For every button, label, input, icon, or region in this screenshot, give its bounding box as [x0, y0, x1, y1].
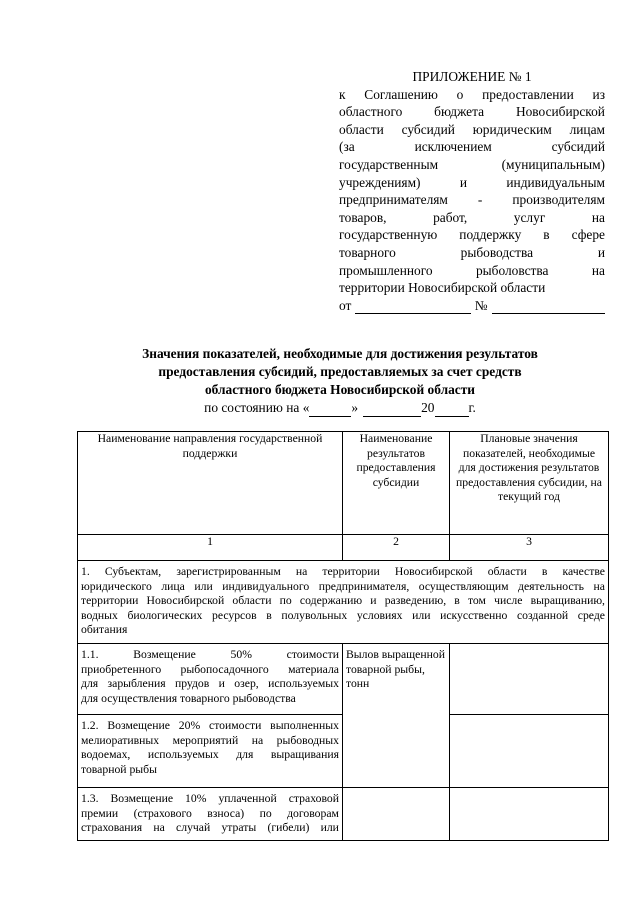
- word: разведению,: [384, 594, 447, 608]
- word: выращивания: [270, 748, 339, 762]
- word: (гибели): [267, 821, 310, 835]
- from-label: от: [339, 297, 352, 313]
- word: условиях: [356, 608, 403, 622]
- header-results: Наименование результатов предоставления субсидии: [343, 432, 450, 535]
- word: услуг: [513, 209, 546, 225]
- column-number-3: 3: [450, 535, 609, 561]
- item-1-1-text: [81, 644, 339, 692]
- word: искусственно: [440, 608, 508, 622]
- appendix-heading: ПРИЛОЖЕНИЕ № 1: [412, 69, 532, 84]
- word: 1.1.: [81, 648, 99, 661]
- word: Возмещение: [107, 719, 170, 732]
- word: (за: [339, 139, 355, 155]
- word: на: [593, 579, 605, 593]
- word: юридическим: [472, 121, 552, 137]
- word: зарыбления: [107, 677, 166, 691]
- word: производителям: [512, 192, 605, 208]
- section-1-text: [81, 561, 605, 623]
- word: территории: [81, 594, 139, 608]
- word: стоимости: [286, 648, 339, 661]
- word: товарного: [339, 244, 396, 260]
- word: предпринимателя,: [318, 579, 410, 593]
- month-blank: [363, 404, 421, 417]
- word: зарегистрированным: [176, 565, 281, 578]
- word: государственным: [339, 156, 439, 172]
- word: субсидий: [551, 139, 605, 155]
- number-label: №: [474, 297, 488, 313]
- word: ресурсов: [212, 608, 257, 622]
- word: индивидуальным: [506, 174, 605, 190]
- word: работ,: [433, 209, 468, 225]
- word: прудов: [174, 677, 210, 691]
- word: территории: [322, 565, 380, 578]
- word: на: [153, 821, 165, 835]
- text-line: [81, 609, 605, 624]
- word: в: [266, 608, 272, 622]
- word: 10%: [185, 792, 207, 805]
- column-number-2: 2: [343, 535, 450, 561]
- word: выращиванию,: [530, 594, 605, 608]
- day-blank: [309, 404, 351, 417]
- word: Возмещение: [133, 648, 196, 661]
- word: деятельность: [518, 579, 584, 593]
- item-1-2-cell: [78, 715, 343, 788]
- text-line: [339, 226, 605, 244]
- word: 20%: [178, 719, 201, 732]
- header-planned-values: Плановые значения показателей, необходимые для достижения результатов предоставления субсидии, на текущий год: [450, 432, 609, 535]
- text-line: [339, 262, 605, 280]
- word: (муниципальным): [501, 156, 605, 172]
- date-year: 20: [421, 400, 435, 415]
- word: промышленного: [339, 262, 433, 278]
- word: Новосибирской: [515, 104, 605, 120]
- word: водоемах,: [81, 748, 131, 762]
- word: в: [541, 565, 548, 578]
- text-line: [81, 719, 339, 734]
- word: на: [251, 733, 264, 747]
- text-line: [339, 86, 605, 104]
- result-cell: [343, 644, 450, 788]
- item-1-3-text: [81, 788, 339, 836]
- word: к: [339, 86, 346, 102]
- text-line: [81, 677, 339, 692]
- text-line: [81, 648, 339, 663]
- item-1-1-last-line: для осуществления товарного рыбоводства: [81, 691, 296, 705]
- word: используемых: [147, 748, 219, 762]
- word: водных: [81, 608, 118, 622]
- word: материала: [288, 662, 339, 676]
- item-1-2-last-line: товарной рыбы: [81, 762, 157, 776]
- word: качестве: [562, 565, 605, 578]
- year-blank: [435, 404, 469, 417]
- word: Субъектам,: [104, 565, 162, 578]
- value-cell-3: [450, 788, 609, 841]
- word: числе: [494, 594, 523, 608]
- word: областного: [339, 104, 403, 120]
- indicators-table: [77, 431, 609, 841]
- text-line: [81, 565, 605, 580]
- word: в: [543, 227, 550, 243]
- as-of-date-line: [60, 399, 620, 417]
- word: осуществляющим: [418, 579, 509, 593]
- column-number-row: [78, 535, 609, 561]
- word: 50%: [230, 648, 252, 661]
- header-row: [78, 432, 609, 535]
- text-line: [81, 663, 339, 678]
- value-cell-1: [450, 644, 609, 715]
- word: Новосибирской: [146, 594, 225, 608]
- word: (страхового: [133, 806, 192, 820]
- text-line: [81, 821, 339, 836]
- text-line: [339, 103, 605, 121]
- item-1-3-cell: [78, 788, 343, 841]
- item-1-2-text: [81, 715, 339, 763]
- section-1-last-line: обитания: [81, 623, 128, 637]
- agreement-signature-line: [339, 297, 605, 315]
- word: рыбоводных: [276, 733, 339, 747]
- word: области: [339, 121, 384, 137]
- word: или: [194, 579, 213, 593]
- word: и: [459, 174, 468, 190]
- text-line: [339, 244, 605, 262]
- word: или: [412, 608, 431, 622]
- word: индивидуального: [222, 579, 310, 593]
- word: договорам: [287, 806, 339, 820]
- date-blank: [355, 301, 470, 314]
- appendix-body: [339, 86, 605, 280]
- word: для: [81, 677, 99, 691]
- word: 1.3.: [81, 792, 99, 805]
- word: страхования: [81, 821, 143, 835]
- word: в: [454, 594, 460, 608]
- word: из: [592, 86, 605, 102]
- word: премии: [81, 806, 119, 820]
- text-line: [81, 748, 339, 763]
- text-line: [81, 594, 605, 609]
- word: выполненных: [270, 719, 339, 732]
- word: и: [218, 677, 225, 691]
- word: случай: [176, 821, 211, 835]
- item-1-1-row: [78, 644, 609, 715]
- word: Возмещение: [110, 792, 174, 805]
- column-number-1: 1: [78, 535, 343, 561]
- word: полувольных: [281, 608, 348, 622]
- word: области: [487, 565, 527, 578]
- document-title: [60, 345, 620, 417]
- word: или: [320, 821, 339, 835]
- word: о: [456, 86, 464, 102]
- word: Новосибирской: [394, 565, 473, 578]
- appendix-block: [339, 68, 605, 314]
- text-line: [81, 734, 339, 749]
- result-text: Вылов выращенной товарной рыбы, тонн: [346, 648, 445, 691]
- word: приобретенного: [81, 662, 162, 676]
- word: предпринимателям: [339, 192, 448, 208]
- title-line-2: предоставления субсидий, предоставляемых за счет средств: [158, 364, 522, 379]
- word: субсидий: [401, 121, 455, 137]
- word: мероприятий: [172, 733, 239, 747]
- word: содержанию: [299, 594, 363, 608]
- title-line-3: областного бюджета Новосибирской области: [204, 382, 476, 397]
- text-line: [339, 156, 605, 174]
- word: поддержку: [459, 227, 522, 243]
- title-line-1: Значения показателей, необходимые для достижения результатов: [142, 346, 538, 361]
- text-line: [339, 121, 605, 139]
- word: стоимости: [209, 719, 262, 732]
- word: 1.: [81, 565, 90, 578]
- word: 1.2.: [81, 719, 99, 732]
- word: утраты: [221, 821, 257, 835]
- text-line: [339, 138, 605, 156]
- word: рыболовства: [475, 262, 549, 278]
- word: государственную: [339, 227, 438, 243]
- appendix-last-line: территории Новосибирской области: [339, 280, 546, 296]
- word: области: [232, 594, 272, 608]
- text-line: [81, 807, 339, 822]
- value-cell-2: [450, 715, 609, 788]
- word: по: [259, 806, 272, 820]
- section-1-cell: [78, 561, 609, 644]
- word: биологических: [127, 608, 203, 622]
- word: на: [295, 565, 308, 578]
- word: мелиоративных: [81, 733, 160, 747]
- number-blank: [492, 301, 605, 314]
- word: и: [597, 244, 605, 260]
- word: учреждениям): [339, 174, 421, 190]
- date-suffix: г.: [468, 400, 476, 415]
- word: на: [591, 209, 605, 225]
- item-1-1-cell: [78, 644, 343, 715]
- word: взноса): [207, 806, 245, 820]
- date-prefix: по состоянию на «: [204, 400, 310, 415]
- text-line: [339, 174, 605, 192]
- text-line: [81, 792, 339, 807]
- word: используемых: [268, 677, 339, 691]
- section-1-row: [78, 561, 609, 644]
- text-line: [81, 580, 605, 595]
- word: страховой: [288, 792, 339, 805]
- word: том: [467, 594, 486, 608]
- item-1-3-row: [78, 788, 609, 841]
- word: для: [236, 748, 254, 762]
- word: товаров,: [339, 209, 387, 225]
- word: рыбопосадочного: [180, 662, 269, 676]
- word: на: [591, 262, 605, 278]
- word: по: [279, 594, 292, 608]
- word: исключением: [414, 139, 492, 155]
- word: лица: [161, 579, 185, 593]
- date-mid: »: [351, 400, 359, 415]
- result-cell-2: [343, 788, 450, 841]
- word: уплаченной: [218, 792, 277, 805]
- text-line: [339, 191, 605, 209]
- word: рыбоводства: [460, 244, 534, 260]
- word: Соглашению: [364, 86, 438, 102]
- text-line: [339, 209, 605, 227]
- word: юридического: [81, 579, 152, 593]
- word: бюджета: [434, 104, 485, 120]
- word: предоставлении: [482, 86, 574, 102]
- word: сфере: [571, 227, 605, 243]
- word: и: [370, 594, 377, 608]
- word: созданной: [516, 608, 569, 622]
- word: озер,: [234, 677, 259, 691]
- word: лицам: [569, 121, 605, 137]
- word: среде: [577, 608, 605, 622]
- word: -: [477, 192, 483, 208]
- header-direction: Наименование направления государственной поддержки: [78, 432, 343, 535]
